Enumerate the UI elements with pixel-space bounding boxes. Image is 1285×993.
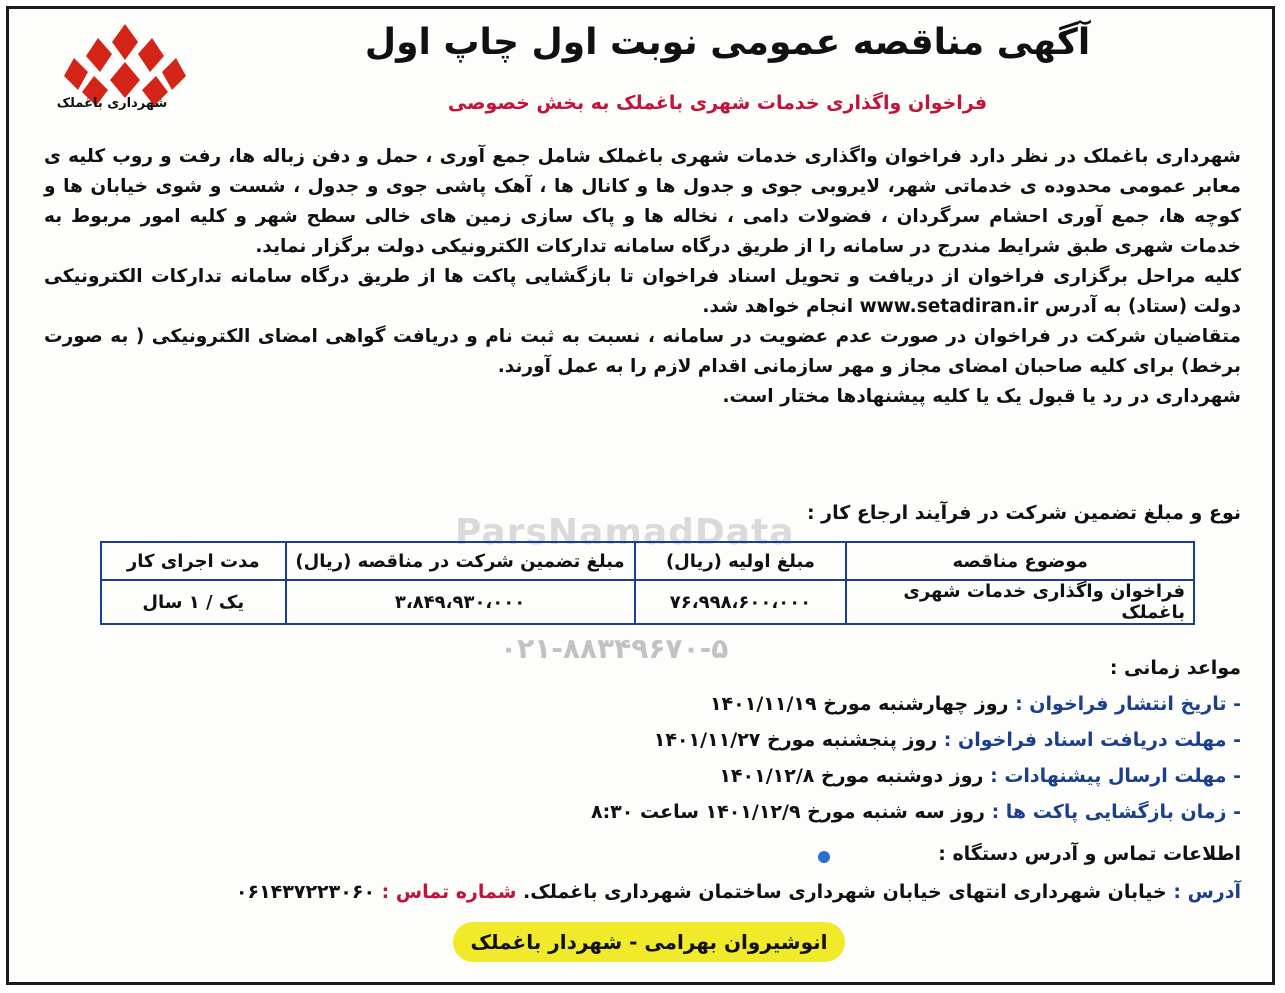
- schedule-heading: مواعد زمانی :: [1109, 657, 1241, 679]
- table-row: [101, 580, 1194, 624]
- schedule-value: روز چهارشنبه مورخ ۱۴۰۱/۱۱/۱۹: [709, 693, 1016, 715]
- address-value: خیابان شهرداری انتهای خیابان شهرداری ساختمان شهرداری باغملک.: [516, 881, 1174, 903]
- tender-table: [100, 541, 1195, 625]
- schedule-item: [591, 686, 1241, 722]
- schedule-value: روز سه شنبه مورخ ۱۴۰۱/۱۲/۹ ساعت ۸:۳۰: [590, 801, 992, 823]
- schedule-value: روز دوشنبه مورخ ۱۴۰۱/۱۲/۸: [719, 765, 991, 787]
- schedule-item: [591, 722, 1241, 758]
- watermark-brand: ParsNamadData: [455, 512, 795, 553]
- blue-dot-mark: [818, 851, 830, 863]
- header-duration: مدت اجرای کار: [101, 542, 286, 580]
- header-subject: موضوع مناقصه: [846, 542, 1194, 580]
- paragraph-stages: کلیه مراحل برگزاری فراخوان از دریافت و تحویل اسناد فراخوان تا بازگشایی پاکت ها از طریق درگاه سامانه تدارکات الکترونیکی دولت (ستاد) به آدرس www.setadiran.ir انجام خواهد شد.: [44, 266, 1241, 317]
- address-label: آدرس :: [1173, 881, 1241, 903]
- logo-caption: شهرداری باغملک: [56, 96, 168, 111]
- cell-guarantee-amount: ۳،۸۴۹،۹۳۰،۰۰۰: [286, 580, 635, 624]
- signature-banner: انوشیروان بهرامی - شهردار باغملک: [453, 922, 845, 962]
- header-initial-amount: مبلغ اولیه (ریال): [635, 542, 847, 580]
- cell-duration: یک / ۱ سال: [101, 580, 286, 624]
- notice-body: [44, 142, 1241, 412]
- watermark-phone: ۰۲۱-۸۸۳۴۹۶۷۰-۵: [500, 632, 729, 665]
- schedule-label: - تاریخ انتشار فراخوان :: [1015, 693, 1241, 715]
- paragraph-intro: شهرداری باغملک در نظر دارد فراخوان واگذاری خدمات شهری باغملک شامل جمع آوری ، حمل و دفن زباله ها، رفت و روب کلیه ی معابر عمومی محدوده ی خدماتی شهر، لایروبی جوی و جدول ها و کانال ها ، آهک پاشی جوی و جدول ، شست و شوی خیابان ها و کوچه ها، جمع آوری احشام سرگردان ، فضولات دامی ، نخاله ها و پاک سازی زمین های خالی سطح شهر و کلیه امور مربوط به خدمات شهری طبق شرایط مندرج در سامانه را از طریق درگاه سامانه تدارکات الکترونیکی دولت برگزار نماید.: [44, 146, 1241, 257]
- table-header-row: [101, 542, 1194, 580]
- table-heading: نوع و مبلغ تضمین شرکت در فرآیند ارجاع کار :: [806, 502, 1241, 524]
- contact-address: [236, 881, 1241, 903]
- notice-subtitle: فراخوان واگذاری خدمات شهری باغملک به بخش خصوصی: [447, 92, 988, 114]
- cell-subject: فراخوان واگذاری خدمات شهری باغملک: [846, 580, 1194, 624]
- cell-initial-amount: ۷۶،۹۹۸،۶۰۰،۰۰۰: [635, 580, 847, 624]
- header-guarantee-amount: مبلغ تضمین شرکت در مناقصه (ریال): [286, 542, 635, 580]
- notice-title: آگهی مناقصه عمومی نوبت اول چاپ اول: [364, 22, 1091, 63]
- phone-label: شماره تماس :: [375, 881, 517, 903]
- phone-value: ۰۶۱۴۳۷۲۲۳۰۶۰: [235, 881, 376, 903]
- schedule-label: - زمان بازگشایی پاکت ها :: [991, 801, 1241, 823]
- schedule-value: روز پنجشنبه مورخ ۱۴۰۱/۱۱/۲۷: [653, 729, 944, 751]
- schedule-item: [591, 758, 1241, 794]
- contact-heading: اطلاعات تماس و آدرس دستگاه :: [938, 843, 1241, 865]
- paragraph-applicants: متقاضیان شرکت در فراخوان در صورت عدم عضویت در سامانه ، نسبت به ثبت نام و دریافت گواهی امضای الکترونیکی ( به صورت برخط) برای کلیه صاحبان امضای مجاز و مهر سازمانی اقدام لازم را به عمل آورند.: [44, 326, 1241, 377]
- paragraph-rights: شهرداری در رد یا قبول یک یا کلیه پیشنهادها مختار است.: [722, 386, 1241, 407]
- schedule-label: - مهلت ارسال پیشنهادات :: [990, 765, 1241, 787]
- schedule-section: [591, 650, 1241, 830]
- schedule-item: [591, 794, 1241, 830]
- municipality-logo: [60, 18, 190, 128]
- schedule-label: - مهلت دریافت اسناد فراخوان :: [943, 729, 1241, 751]
